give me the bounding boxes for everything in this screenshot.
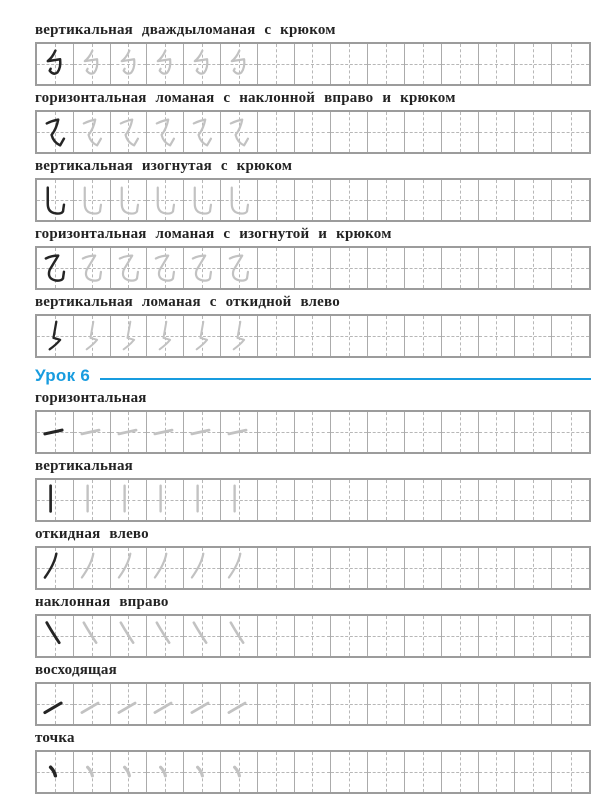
horizontal-break-curve-hook-stroke-trace-icon (111, 248, 147, 288)
grid-cell (295, 412, 332, 452)
grid-cell (552, 248, 589, 288)
grid-cell (184, 180, 221, 220)
stroke-row (35, 730, 591, 794)
left-falling-stroke-trace-icon (184, 548, 220, 588)
grid-cell (552, 112, 589, 152)
practice-grid (35, 750, 591, 794)
stroke-row (35, 662, 591, 726)
grid-cell (111, 180, 148, 220)
grid-cell (479, 112, 516, 152)
practice-grid (35, 246, 591, 290)
grid-cell (147, 180, 184, 220)
vertical-stroke-trace-icon (74, 480, 110, 520)
grid-cell (258, 548, 295, 588)
left-falling-stroke-trace-icon (221, 548, 257, 588)
grid-cell (37, 316, 74, 356)
grid-cell (515, 316, 552, 356)
grid-cell (221, 316, 258, 356)
grid-cell (74, 480, 111, 520)
slant-right-stroke-trace-icon (111, 616, 147, 656)
practice-grid (35, 614, 591, 658)
horizontal-stroke-trace-icon (221, 412, 257, 452)
grid-cell (515, 248, 552, 288)
vertical-stroke-trace-icon (221, 480, 257, 520)
grid-cell (147, 112, 184, 152)
grid-cell (221, 548, 258, 588)
grid-cell (515, 548, 552, 588)
grid-cell (184, 548, 221, 588)
vertical-break-left-falling-stroke-trace-icon (184, 316, 220, 356)
vertical-double-break-hook-stroke-trace-icon (111, 44, 147, 84)
grid-cell (258, 616, 295, 656)
grid-cell (368, 616, 405, 656)
stroke-label: горизонтальная (35, 390, 147, 406)
stroke-row (35, 294, 591, 358)
grid-cell (442, 480, 479, 520)
dot-stroke-trace-icon (74, 752, 110, 792)
grid-cell (37, 44, 74, 84)
grid-cell (258, 316, 295, 356)
grid-cell (184, 684, 221, 724)
grid-cell (111, 412, 148, 452)
stroke-label: вертикальная дваждыломаная с крюком (35, 22, 336, 38)
grid-cell (295, 248, 332, 288)
stroke-label: наклонная вправо (35, 594, 169, 610)
practice-grid (35, 682, 591, 726)
grid-cell (258, 112, 295, 152)
rising-stroke-trace-icon (147, 684, 183, 724)
grid-cell (515, 44, 552, 84)
stroke-label: вертикальная (35, 458, 133, 474)
left-falling-stroke-trace-icon (147, 548, 183, 588)
grid-cell (74, 248, 111, 288)
grid-cell (552, 316, 589, 356)
grid-cell (295, 616, 332, 656)
horizontal-break-slant-right-hook-stroke-trace-icon (147, 112, 183, 152)
grid-cell (442, 548, 479, 588)
rising-stroke-trace-icon (74, 684, 110, 724)
grid-cell (515, 684, 552, 724)
stroke-label: горизонтальная ломаная с изогнутой и крюком (35, 226, 392, 242)
grid-cell (368, 752, 405, 792)
grid-cell (184, 112, 221, 152)
grid-cell (111, 44, 148, 84)
grid-cell (221, 412, 258, 452)
rising-stroke-example-icon (37, 684, 73, 724)
vertical-double-break-hook-stroke-trace-icon (74, 44, 110, 84)
grid-cell (515, 112, 552, 152)
grid-cell (331, 480, 368, 520)
grid-cell (147, 480, 184, 520)
grid-cell (442, 112, 479, 152)
stroke-label: вертикальная ломаная с откидной влево (35, 294, 340, 310)
horizontal-stroke-trace-icon (74, 412, 110, 452)
grid-cell (147, 412, 184, 452)
grid-cell (74, 412, 111, 452)
grid-cell (74, 616, 111, 656)
grid-cell (405, 548, 442, 588)
vertical-break-left-falling-stroke-trace-icon (221, 316, 257, 356)
lesson-header (35, 366, 591, 386)
grid-cell (221, 616, 258, 656)
vertical-curve-hook-stroke-trace-icon (147, 180, 183, 220)
grid-cell (295, 480, 332, 520)
grid-cell (515, 480, 552, 520)
grid-cell (405, 112, 442, 152)
grid-cell (442, 248, 479, 288)
grid-cell (552, 752, 589, 792)
grid-cell (184, 480, 221, 520)
grid-cell (515, 752, 552, 792)
grid-cell (221, 248, 258, 288)
dot-stroke-trace-icon (111, 752, 147, 792)
dot-stroke-example-icon (37, 752, 73, 792)
practice-grid (35, 110, 591, 154)
vertical-double-break-hook-stroke-trace-icon (184, 44, 220, 84)
grid-cell (184, 412, 221, 452)
practice-grid (35, 314, 591, 358)
grid-cell (479, 548, 516, 588)
grid-cell (295, 548, 332, 588)
vertical-break-left-falling-stroke-trace-icon (147, 316, 183, 356)
grid-cell (442, 752, 479, 792)
vertical-curve-hook-stroke-trace-icon (74, 180, 110, 220)
grid-cell (184, 316, 221, 356)
left-falling-stroke-trace-icon (111, 548, 147, 588)
grid-cell (295, 684, 332, 724)
grid-cell (37, 412, 74, 452)
horizontal-break-curve-hook-stroke-example-icon (37, 248, 73, 288)
practice-section-lesson6 (35, 390, 591, 794)
horizontal-break-slant-right-hook-stroke-trace-icon (111, 112, 147, 152)
left-falling-stroke-example-icon (37, 548, 73, 588)
grid-cell (74, 316, 111, 356)
grid-cell (405, 44, 442, 84)
horizontal-break-curve-hook-stroke-trace-icon (184, 248, 220, 288)
grid-cell (331, 44, 368, 84)
stroke-label: вертикальная изогнутая с крюком (35, 158, 293, 174)
grid-cell (37, 684, 74, 724)
grid-cell (184, 248, 221, 288)
rising-stroke-trace-icon (184, 684, 220, 724)
stroke-row (35, 526, 591, 590)
grid-cell (111, 752, 148, 792)
horizontal-break-slant-right-hook-stroke-trace-icon (184, 112, 220, 152)
vertical-break-left-falling-stroke-trace-icon (74, 316, 110, 356)
grid-cell (442, 316, 479, 356)
grid-cell (295, 180, 332, 220)
slant-right-stroke-trace-icon (184, 616, 220, 656)
horizontal-stroke-trace-icon (147, 412, 183, 452)
grid-cell (515, 616, 552, 656)
grid-cell (37, 548, 74, 588)
stroke-row (35, 22, 591, 86)
dot-stroke-trace-icon (147, 752, 183, 792)
vertical-stroke-trace-icon (111, 480, 147, 520)
stroke-label: точка (35, 730, 75, 746)
stroke-row (35, 90, 591, 154)
grid-cell (111, 316, 148, 356)
grid-cell (552, 616, 589, 656)
grid-cell (368, 180, 405, 220)
grid-cell (258, 480, 295, 520)
grid-cell (147, 616, 184, 656)
horizontal-break-curve-hook-stroke-trace-icon (147, 248, 183, 288)
grid-cell (405, 752, 442, 792)
stroke-row (35, 594, 591, 658)
stroke-row (35, 226, 591, 290)
rising-stroke-trace-icon (221, 684, 257, 724)
grid-cell (111, 684, 148, 724)
grid-cell (515, 180, 552, 220)
grid-cell (37, 752, 74, 792)
dot-stroke-trace-icon (221, 752, 257, 792)
vertical-stroke-trace-icon (147, 480, 183, 520)
grid-cell (221, 684, 258, 724)
grid-cell (37, 248, 74, 288)
grid-cell (258, 248, 295, 288)
grid-cell (147, 684, 184, 724)
stroke-row (35, 390, 591, 454)
grid-cell (37, 480, 74, 520)
grid-cell (147, 548, 184, 588)
grid-cell (74, 548, 111, 588)
grid-cell (184, 752, 221, 792)
grid-cell (368, 684, 405, 724)
grid-cell (552, 684, 589, 724)
grid-cell (442, 684, 479, 724)
grid-cell (184, 44, 221, 84)
grid-cell (405, 480, 442, 520)
grid-cell (479, 616, 516, 656)
vertical-stroke-trace-icon (184, 480, 220, 520)
grid-cell (405, 412, 442, 452)
grid-cell (442, 412, 479, 452)
grid-cell (331, 684, 368, 724)
grid-cell (331, 412, 368, 452)
grid-cell (331, 616, 368, 656)
rising-stroke-trace-icon (111, 684, 147, 724)
grid-cell (442, 180, 479, 220)
grid-cell (295, 316, 332, 356)
stroke-label: горизонтальная ломаная с наклонной вправо и крюком (35, 90, 456, 106)
grid-cell (405, 248, 442, 288)
practice-grid (35, 478, 591, 522)
vertical-double-break-hook-stroke-trace-icon (147, 44, 183, 84)
practice-grid (35, 410, 591, 454)
grid-cell (368, 548, 405, 588)
grid-cell (442, 44, 479, 84)
grid-cell (37, 112, 74, 152)
grid-cell (184, 616, 221, 656)
vertical-double-break-hook-stroke-example-icon (37, 44, 73, 84)
grid-cell (331, 548, 368, 588)
grid-cell (552, 180, 589, 220)
grid-cell (479, 480, 516, 520)
dot-stroke-trace-icon (184, 752, 220, 792)
grid-cell (331, 752, 368, 792)
left-falling-stroke-trace-icon (74, 548, 110, 588)
grid-cell (111, 548, 148, 588)
grid-cell (74, 112, 111, 152)
grid-cell (147, 248, 184, 288)
horizontal-break-slant-right-hook-stroke-example-icon (37, 112, 73, 152)
stroke-label: откидная влево (35, 526, 149, 542)
horizontal-stroke-trace-icon (184, 412, 220, 452)
grid-cell (405, 616, 442, 656)
grid-cell (479, 180, 516, 220)
grid-cell (258, 180, 295, 220)
grid-cell (111, 616, 148, 656)
practice-grid (35, 178, 591, 222)
grid-cell (221, 752, 258, 792)
slant-right-stroke-trace-icon (221, 616, 257, 656)
horizontal-break-slant-right-hook-stroke-trace-icon (74, 112, 110, 152)
grid-cell (147, 752, 184, 792)
grid-cell (552, 480, 589, 520)
grid-cell (331, 180, 368, 220)
grid-cell (405, 180, 442, 220)
grid-cell (479, 44, 516, 84)
horizontal-stroke-trace-icon (111, 412, 147, 452)
lesson-rule-line (100, 378, 591, 380)
grid-cell (111, 112, 148, 152)
stroke-row (35, 458, 591, 522)
grid-cell (221, 44, 258, 84)
vertical-curve-hook-stroke-trace-icon (184, 180, 220, 220)
grid-cell (111, 248, 148, 288)
vertical-break-left-falling-stroke-example-icon (37, 316, 73, 356)
horizontal-break-curve-hook-stroke-trace-icon (221, 248, 257, 288)
practice-grid (35, 546, 591, 590)
grid-cell (74, 752, 111, 792)
grid-cell (295, 44, 332, 84)
grid-cell (552, 44, 589, 84)
grid-cell (147, 316, 184, 356)
grid-cell (258, 412, 295, 452)
stroke-label: восходящая (35, 662, 117, 678)
grid-cell (37, 616, 74, 656)
grid-cell (442, 616, 479, 656)
grid-cell (331, 112, 368, 152)
grid-cell (37, 180, 74, 220)
grid-cell (221, 180, 258, 220)
grid-cell (295, 752, 332, 792)
slant-right-stroke-trace-icon (147, 616, 183, 656)
vertical-double-break-hook-stroke-trace-icon (221, 44, 257, 84)
grid-cell (405, 316, 442, 356)
grid-cell (479, 316, 516, 356)
grid-cell (221, 480, 258, 520)
grid-cell (258, 44, 295, 84)
grid-cell (479, 248, 516, 288)
grid-cell (552, 548, 589, 588)
grid-cell (552, 412, 589, 452)
grid-cell (368, 44, 405, 84)
grid-cell (368, 412, 405, 452)
grid-cell (479, 752, 516, 792)
grid-cell (368, 316, 405, 356)
vertical-stroke-example-icon (37, 480, 73, 520)
horizontal-break-slant-right-hook-stroke-trace-icon (221, 112, 257, 152)
grid-cell (405, 684, 442, 724)
grid-cell (479, 412, 516, 452)
practice-section-lesson5 (35, 22, 591, 358)
lesson-title: Урок 6 (35, 366, 91, 385)
grid-cell (258, 684, 295, 724)
grid-cell (111, 480, 148, 520)
horizontal-stroke-example-icon (37, 412, 73, 452)
stroke-row (35, 158, 591, 222)
grid-cell (368, 248, 405, 288)
grid-cell (295, 112, 332, 152)
grid-cell (258, 752, 295, 792)
grid-cell (147, 44, 184, 84)
slant-right-stroke-example-icon (37, 616, 73, 656)
grid-cell (331, 248, 368, 288)
grid-cell (74, 684, 111, 724)
grid-cell (221, 112, 258, 152)
grid-cell (515, 412, 552, 452)
grid-cell (368, 480, 405, 520)
grid-cell (368, 112, 405, 152)
grid-cell (74, 44, 111, 84)
grid-cell (479, 684, 516, 724)
slant-right-stroke-trace-icon (74, 616, 110, 656)
grid-cell (74, 180, 111, 220)
vertical-curve-hook-stroke-trace-icon (221, 180, 257, 220)
vertical-break-left-falling-stroke-trace-icon (111, 316, 147, 356)
grid-cell (331, 316, 368, 356)
horizontal-break-curve-hook-stroke-trace-icon (74, 248, 110, 288)
vertical-curve-hook-stroke-trace-icon (111, 180, 147, 220)
vertical-curve-hook-stroke-example-icon (37, 180, 73, 220)
practice-grid (35, 42, 591, 86)
